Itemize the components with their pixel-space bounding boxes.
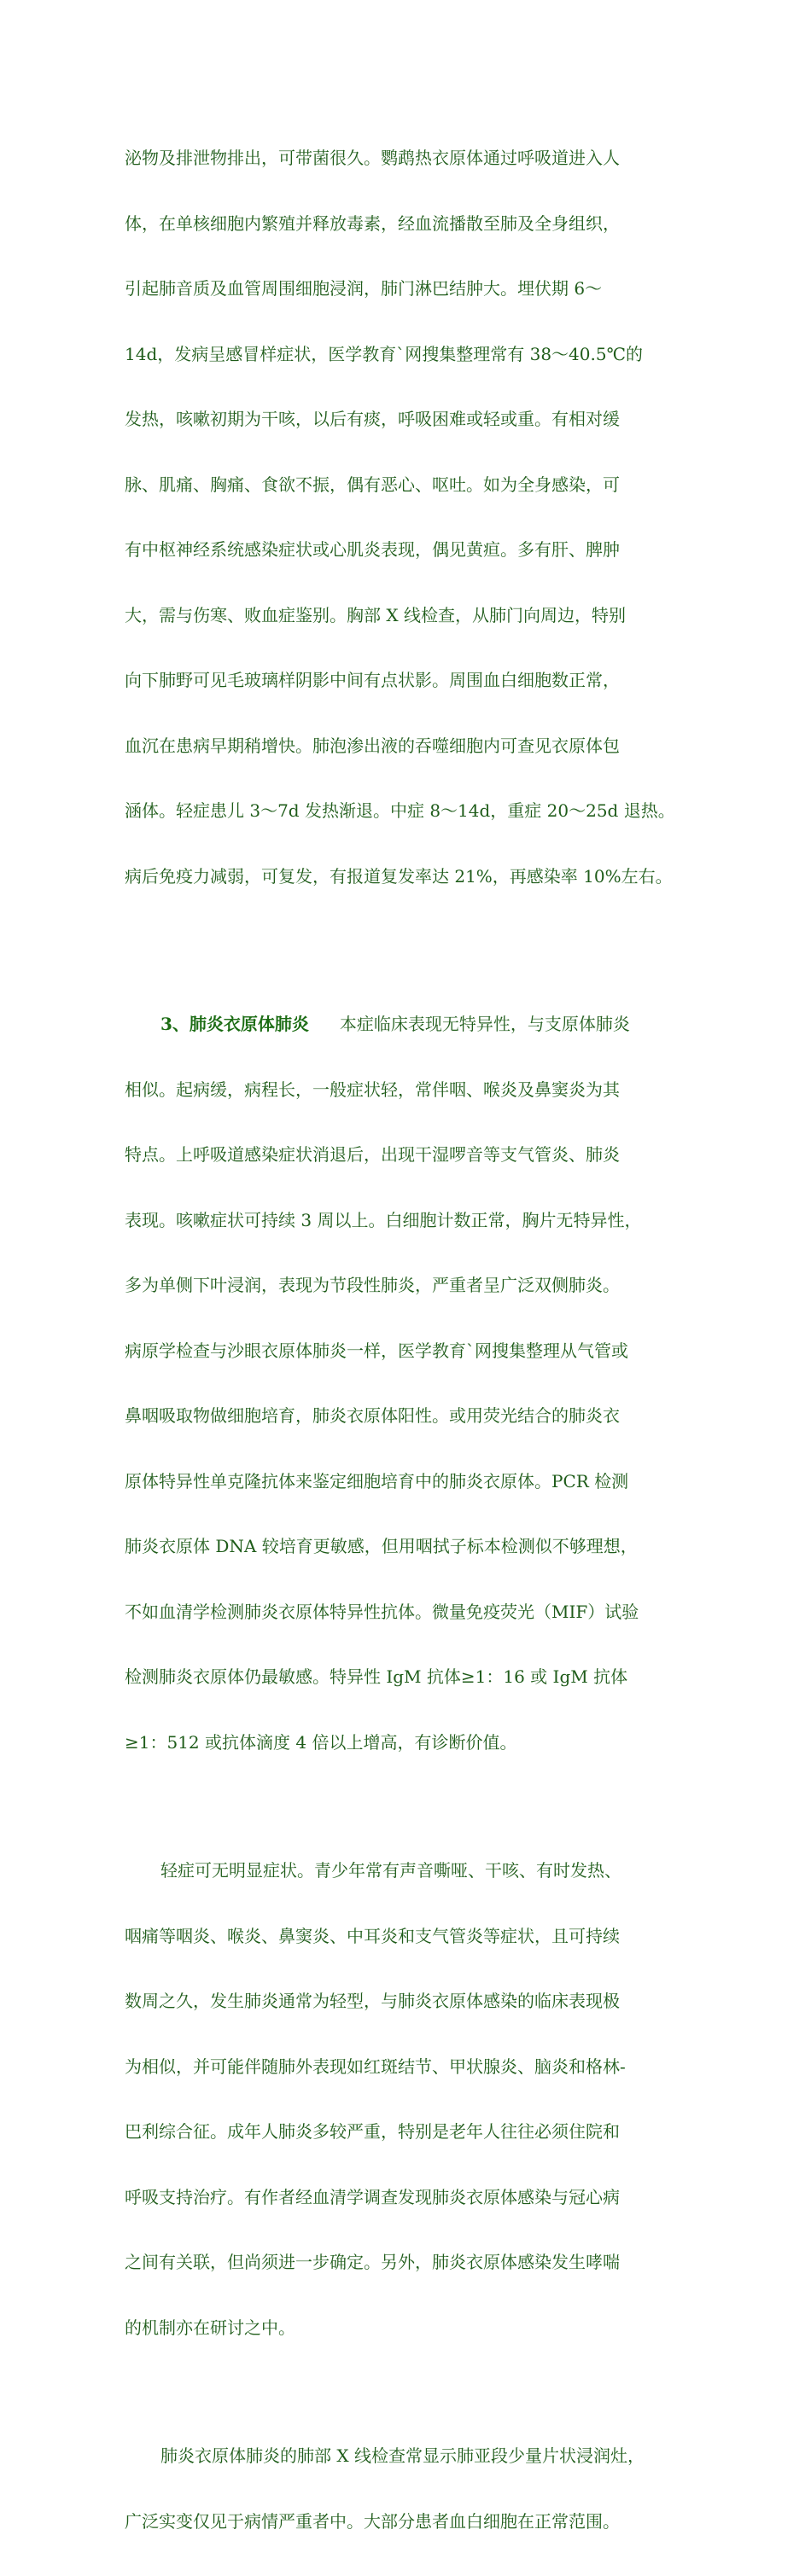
text-line: 肺炎衣原体 DNA 较培育更敏感，但用咽拭子标本检测似不够理想， bbox=[125, 1536, 638, 1556]
text-line: 相似。起病缓，病程长，一般症状轻，常伴咽、喉炎及鼻窦炎为其 bbox=[125, 1079, 620, 1100]
text-line: 为相似，并可能伴随肺外表现如红斑结节、甲状腺炎、脑炎和格林- bbox=[125, 2056, 626, 2077]
section-3-heading: 3、肺炎衣原体肺炎 bbox=[160, 1014, 309, 1034]
section-3-paragraph bbox=[125, 970, 705, 1797]
text-line: 表现。咳嗽症状可持续 3 周以上。白细胞计数正常，胸片无特异性， bbox=[125, 1209, 642, 1230]
text-line: 涵体。轻症患儿 3～7d 发热渐退。中症 8～14d，重症 20～25d 退热。 bbox=[125, 800, 675, 821]
document-body bbox=[125, 104, 705, 2576]
text-line: 呼吸支持治疗。有作者经血清学调查发现肺炎衣原体感染与冠心病 bbox=[125, 2186, 620, 2207]
paragraph-psittacosis-continued bbox=[125, 104, 705, 931]
text-line: 咽痛等咽炎、喉炎、鼻窦炎、中耳炎和支气管炎等症状，且可持续 bbox=[125, 1925, 620, 1946]
text-line: ≥1：512 或抗体滴度 4 倍以上增高，有诊断价值。 bbox=[125, 1731, 517, 1753]
text-line: 泌物及排泄物排出，可带菌很久。鹦鹉热衣原体通过呼吸道进入人 bbox=[125, 148, 620, 168]
text-line: 不如血清学检测肺炎衣原体特异性抗体。微量免疫荧光（MIF）试验 bbox=[125, 1601, 639, 1622]
text-line: 血沉在患病早期稍增快。肺泡渗出液的吞噬细胞内可查见衣原体包 bbox=[125, 735, 620, 756]
text-line: 病原学检查与沙眼衣原体肺炎一样，医学教育`网搜集整理从气管或 bbox=[125, 1340, 628, 1361]
text-line: 原体特异性单克隆抗体来鉴定细胞培育中的肺炎衣原体。PCR 检测 bbox=[125, 1470, 629, 1492]
text-line: 的机制亦在研讨之中。 bbox=[125, 2317, 295, 2338]
text-line: 多为单侧下叶浸润，表现为节段性肺炎，严重者呈广泛双侧肺炎。 bbox=[125, 1275, 620, 1295]
text-line: 检测肺炎衣原体仍最敏感。特异性 IgM 抗体≥1：16 或 IgM 抗体 bbox=[125, 1666, 628, 1687]
text-line: 特点。上呼吸道感染症状消退后，出现干湿啰音等支气管炎、肺炎 bbox=[125, 1144, 620, 1165]
spacer bbox=[125, 1797, 705, 1817]
text-line: 体，在单核细胞内繁殖并释放毒素，经血流播散至肺及全身组织， bbox=[125, 212, 620, 234]
spacer bbox=[125, 931, 705, 970]
text-line: 轻症可无明显症状。青少年常有声音嘶哑、干咳、有时发热、 bbox=[160, 1860, 621, 1881]
text-line: 肺炎衣原体肺炎的肺部 X 线检查常显示肺亚段少量片状浸润灶， bbox=[160, 2445, 645, 2466]
section-3-first-line bbox=[125, 1014, 705, 1036]
text-line: 巴利综合征。成年人肺炎多较严重，特别是老年人往往必须住院和 bbox=[125, 2121, 620, 2142]
paragraph-symptoms bbox=[125, 1817, 705, 2382]
section-3-intro: 本症临床表现无特异性，与支原体肺炎 bbox=[339, 1014, 630, 1034]
text-line: 向下肺野可见毛玻璃样阴影中间有点状影。周围血白细胞数正常， bbox=[125, 670, 620, 690]
text-line: 数周之久，发生肺炎通常为轻型，与肺炎衣原体感染的临床表现极 bbox=[125, 1991, 620, 2011]
text-line: 之间有关联，但尚须进一步确定。另外，肺炎衣原体感染发生哮喘 bbox=[125, 2252, 620, 2272]
paragraph-xray bbox=[125, 2402, 705, 2576]
text-line: 病后免疫力减弱，可复发，有报道复发率达 21%，再感染率 10%左右。 bbox=[125, 865, 673, 887]
text-line: 引起肺音质及血管周围细胞浸润，肺门淋巴结肿大。埋伏期 6～ bbox=[125, 278, 603, 299]
text-line: 广泛实变仅见于病情严重者中。大部分患者血白细胞在正常范围。 bbox=[125, 2510, 620, 2532]
text-line: 鼻咽吸取物做细胞培育，肺炎衣原体阳性。或用荧光结合的肺炎衣 bbox=[125, 1405, 620, 1426]
text-line: 大，需与伤寒、败血症鉴别。胸部 X 线检查，从肺门向周边，特别 bbox=[125, 604, 626, 625]
spacer bbox=[125, 2382, 705, 2402]
text-line: 有中枢神经系统感染症状或心肌炎表现，偶见黄疸。多有肝、脾肿 bbox=[125, 539, 620, 560]
text-line: 14d，发病呈感冒样症状，医学教育`网搜集整理常有 38～40.5℃的 bbox=[125, 343, 643, 364]
text-line: 发热，咳嗽初期为干咳，以后有痰，呼吸困难或轻或重。有相对缓 bbox=[125, 409, 620, 429]
text-line: 脉、肌痛、胸痛、食欲不振，偶有恶心、呕吐。如为全身感染，可 bbox=[125, 474, 620, 495]
